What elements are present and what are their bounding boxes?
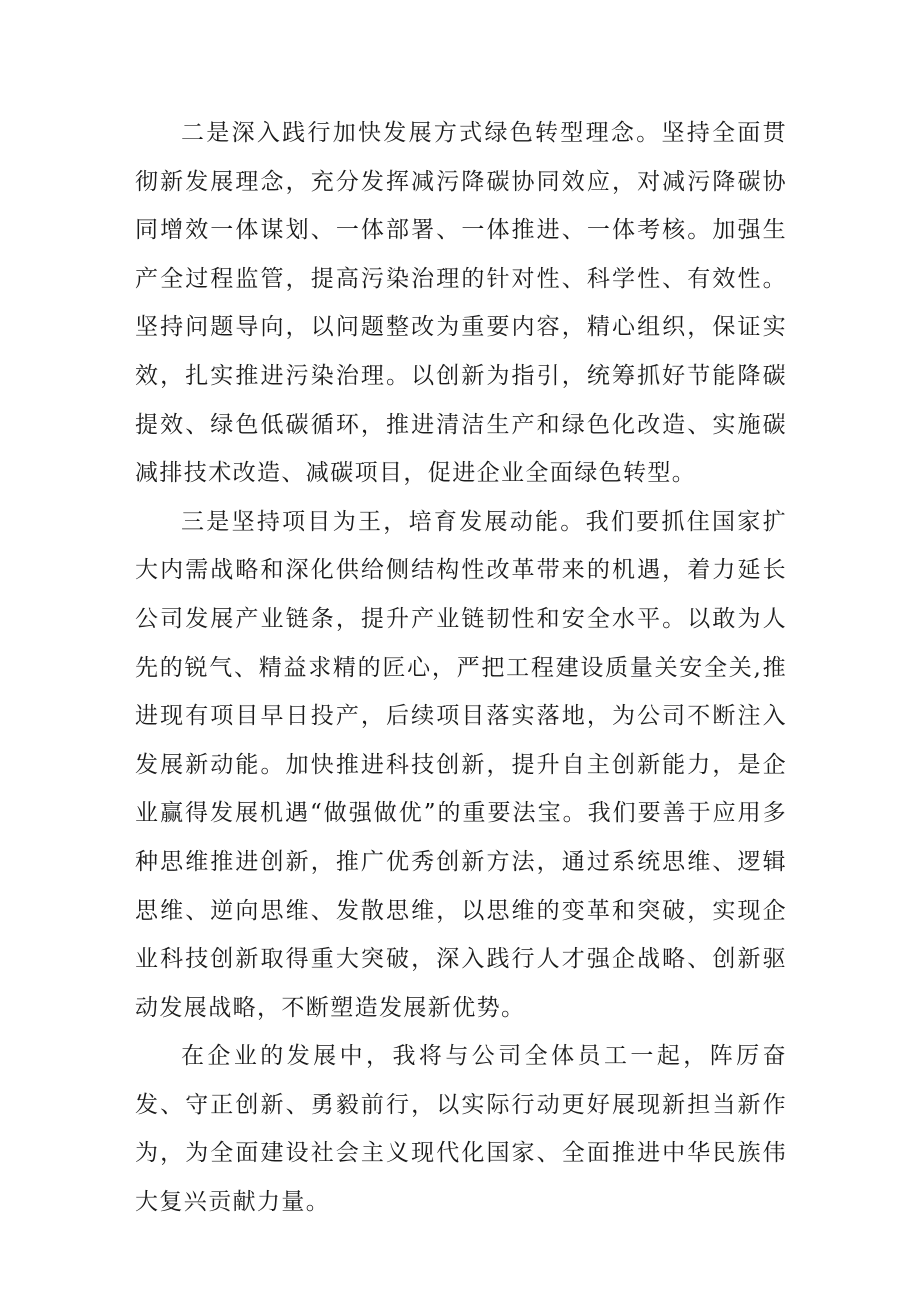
paragraph-conclusion: 在企业的发展中，我将与公司全体员工一起，阵厉奋发、守正创新、勇毅前行，以实际行动更好展现新担当新作为，为全面建设社会主义现代化国家、全面推进中华民族伟大复兴贡献力量。 [135, 1043, 787, 1216]
paragraph-green-transformation: 二是深入践行加快发展方式绿色转型理念。坚持全面贯彻新发展理念，充分发挥减污降碳协同效应，对减污降碳协同增效一体谋划、一体部署、一体推进、一体考核。加强生产全过程监管，提高污染治理的针对性、科学性、有效性。坚持问题导向，以问题整改为重要内容，精心组织，保证实效，扎实推进污染治理。以创新为指引，统筹抓好节能降碳提效、绿色低碳循环，推进清洁生产和绿色化改造、实施碳减排技术改造、减碳项目，促进企业全面绿色转型。 [135, 120, 787, 487]
paragraph-project-development: 三是坚持项目为王，培育发展动能。我们要抓住国家扩大内需战略和深化供给侧结构性改革带来的机遇，着力延长公司发展产业链条，提升产业链韧性和安全水平。以敢为人先的锐气、精益求精的匠心，严把工程建设质量关安全关,推进现有项目早日投产，后续项目落实落地，为公司不断注入发展新动能。加快推进科技创新，提升自主创新能力，是企业赢得发展机遇“做强做优”的重要法宝。我们要善于应用多种思维推进创新，推广优秀创新方法，通过系统思维、逻辑思维、逆向思维、发散思维，以思维的变革和突破，实现企业科技创新取得重大突破，深入践行人才强企战略、创新驱动发展战略，不断塑造发展新优势。 [135, 508, 787, 1021]
document-body [135, 109, 787, 1227]
